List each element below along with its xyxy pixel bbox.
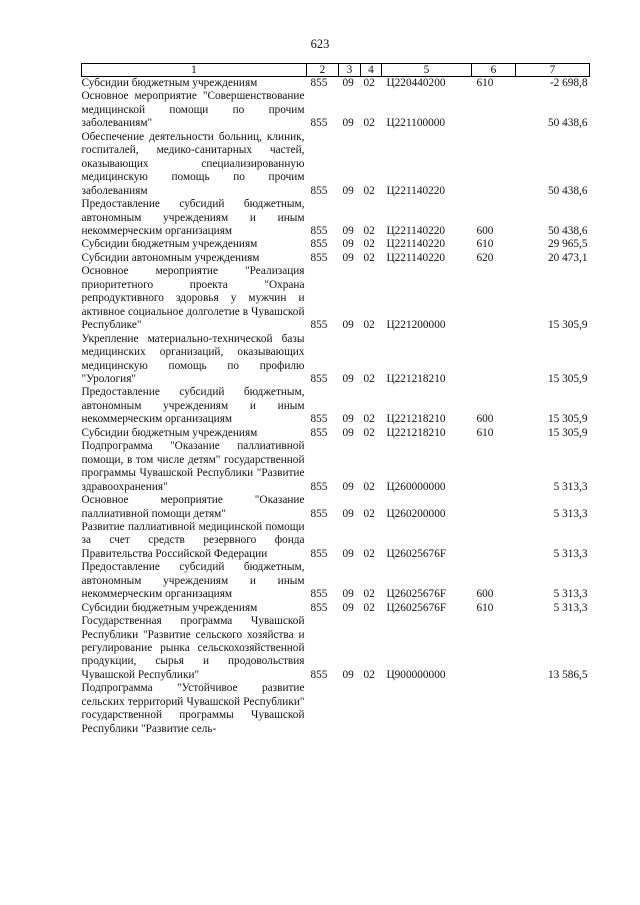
table-row [82,386,590,426]
table-row [82,252,590,265]
table-header [82,64,590,77]
row-expense-type [472,521,516,561]
row-gr-code: 855 [310,413,328,426]
header-col-5: 5 [382,64,472,77]
row-gr-code: 855 [310,601,328,614]
row-expense-type [472,265,516,332]
row-amount [516,682,590,736]
row-target-article: Ц221200000 [386,319,446,332]
row-subsection-code: 02 [363,668,375,681]
table-row [82,440,590,494]
row-gr-code: 855 [310,319,328,332]
row-expense-type [472,90,516,130]
row-target-article: Ц221140220 [386,184,446,197]
row-expense-type [472,494,516,521]
row-description: Развитие паллиативной медицинской помощи за счет средств резервного фонда Правительства Российской Федерации [81,520,305,560]
row-amount: 50 438,6 [547,224,588,237]
row-description: Подпрограмма "Устойчивое развитие сельских территорий Чувашской Республики" государственной программы Чувашской Республики "Развитие сель- [81,682,305,735]
row-description: Основное мероприятие "Реализация приоритетного проекта "Охрана репродуктивного здоровья у мужчин и активное социальное долголетие в Чувашской Республике" [81,265,305,332]
row-description: Предоставление субсидий бюджетным, автономным учреждениям и иным некоммерческим организациям [81,386,305,426]
row-section-code: 09 [342,426,354,439]
row-gr-code: 855 [310,224,328,237]
row-description: Субсидии автономным учреждениям [81,251,260,264]
row-description: Субсидии бюджетным учреждениям [81,426,258,439]
row-amount: 15 305,9 [547,319,588,332]
row-gr-code: 855 [310,480,328,493]
row-expense-type [472,131,516,198]
row-target-article: Ц221218210 [386,413,446,426]
row-section-code: 09 [342,588,354,601]
row-expense-type [472,682,516,736]
row-subsection-code: 02 [363,601,375,614]
row-amount: 5 313,3 [553,588,588,601]
row-target-article: Ц900000000 [386,668,446,681]
row-subsection-code: 02 [363,372,375,385]
row-expense-type [472,333,516,387]
row-section-code: 09 [342,480,354,493]
row-section-code: 09 [342,372,354,385]
header-col-1: 1 [82,64,307,77]
row-section-code: 09 [342,117,354,130]
row-section-code: 09 [342,184,354,197]
row-target-article: Ц220440200 [386,77,446,89]
row-description: Субсидии бюджетным учреждениям [81,601,258,614]
row-target-article: Ц260200000 [386,507,446,520]
row-gr-code: 855 [310,372,328,385]
row-subsection-code [361,682,382,736]
table-row [82,333,590,387]
row-amount: 29 965,5 [547,238,588,251]
row-gr-code: 855 [310,77,328,89]
row-gr-code: 855 [310,668,328,681]
row-subsection-code: 02 [363,224,375,237]
row-subsection-code: 02 [363,77,375,89]
row-subsection-code: 02 [363,238,375,251]
row-gr-code: 855 [310,251,328,264]
row-subsection-code: 02 [363,507,375,520]
row-gr-code: 855 [310,184,328,197]
row-expense-type: 610 [476,601,494,614]
row-amount: 50 438,6 [547,117,588,130]
row-gr-code: 855 [310,426,328,439]
row-subsection-code: 02 [363,426,375,439]
table-row [82,682,590,736]
row-amount: 50 438,6 [547,184,588,197]
row-description: Государственная программа Чувашской Республики "Развитие сельского хозяйства и регулирование рынка сельскохозяйственной продукции, сырья и продовольствия Чувашской Республики" [81,615,305,681]
table-row [82,131,590,198]
row-expense-type: 600 [476,413,494,426]
row-target-article: Ц26025676F [386,588,447,601]
page-number: 623 [310,37,330,51]
row-section-code: 09 [342,77,354,89]
table-row [82,77,590,91]
row-subsection-code: 02 [363,547,375,560]
row-amount: 15 305,9 [547,413,588,426]
row-expense-type [472,440,516,494]
row-section-code [339,682,361,736]
row-description: Субсидии бюджетным учреждениям [81,77,258,89]
header-col-4: 4 [361,64,382,77]
row-section-code: 09 [342,238,354,251]
row-description: Основное мероприятие "Совершенствование медицинской помощи по прочим заболеваниям" [81,90,305,130]
table-row [82,494,590,521]
row-subsection-code: 02 [363,588,375,601]
row-section-code: 09 [342,251,354,264]
row-gr-code: 855 [310,117,328,130]
row-amount: 5 313,3 [553,601,588,614]
row-amount: 20 473,1 [547,251,588,264]
row-description: Укрепление материально-технической базы медицинских организаций, оказывающих медицинскую помощь по профилю "Урология" [81,332,305,385]
row-target-article: Ц26025676F [386,601,447,614]
row-gr-code: 855 [310,588,328,601]
table-row [82,238,590,251]
header-col-6: 6 [472,64,516,77]
row-amount: 15 305,9 [547,426,588,439]
table-row [82,198,590,238]
row-description: Предоставление субсидий бюджетным, автономным учреждениям и иным некоммерческим организациям [81,198,305,237]
row-subsection-code: 02 [363,117,375,130]
row-gr-code [307,682,339,736]
row-section-code: 09 [342,319,354,332]
row-description: Обеспечение деятельности больниц, клиник, госпиталей, медико-санитарных частей, оказывающих специализированную медицинскую помощь по прочим заболеваниям [81,130,305,197]
table-row [82,521,590,561]
row-amount: 5 313,3 [553,507,588,520]
row-subsection-code: 02 [363,413,375,426]
row-section-code: 09 [342,507,354,520]
row-section-code: 09 [342,547,354,560]
row-description: Основное мероприятие "Оказание паллиативной помощи детям" [81,494,305,520]
header-col-2: 2 [307,64,339,77]
row-target-article [382,682,472,736]
budget-table [81,63,590,736]
row-gr-code: 855 [310,238,328,251]
row-section-code: 09 [342,668,354,681]
row-target-article: Ц26025676F [386,547,447,560]
row-expense-type: 610 [476,426,494,439]
row-expense-type: 610 [476,77,494,89]
row-description: Субсидии бюджетным учреждениям [81,238,258,251]
row-amount: 5 313,3 [553,547,588,560]
table-row [82,602,590,615]
row-target-article: Ц260000000 [386,480,446,493]
table-body [82,77,590,737]
row-section-code: 09 [342,413,354,426]
row-description: Предоставление субсидий бюджетным, автономным учреждениям и иным некоммерческим организациям [81,561,305,601]
row-target-article: Ц221140220 [386,224,446,237]
row-subsection-code: 02 [363,251,375,264]
table-row [82,265,590,332]
table-row [82,615,590,682]
row-expense-type: 610 [476,238,494,251]
row-section-code: 09 [342,224,354,237]
row-section-code: 09 [342,601,354,614]
row-subsection-code: 02 [363,184,375,197]
row-amount: 5 313,3 [553,480,588,493]
table-row [82,90,590,130]
header-col-3: 3 [339,64,361,77]
row-expense-type: 600 [476,224,494,237]
row-target-article: Ц221218210 [386,372,446,385]
table-row [82,427,590,440]
row-amount: 13 586,5 [547,668,588,681]
row-target-article: Ц221100000 [386,117,446,130]
row-amount: 15 305,9 [547,372,588,385]
row-expense-type: 600 [476,588,494,601]
header-col-7: 7 [516,64,590,77]
row-expense-type: 620 [476,251,494,264]
row-expense-type [472,615,516,682]
table-row [82,561,590,601]
row-target-article: Ц221218210 [386,426,446,439]
row-subsection-code: 02 [363,319,375,332]
row-amount: -2 698,8 [549,77,588,89]
row-gr-code: 855 [310,547,328,560]
row-target-article: Ц221140220 [386,238,446,251]
row-target-article: Ц221140220 [386,251,446,264]
row-description: Подпрограмма "Оказание паллиативной помощи, в том числе детям" государственной программы Чувашской Республики "Развитие здравоохранения" [81,440,305,493]
row-gr-code: 855 [310,507,328,520]
row-subsection-code: 02 [363,480,375,493]
